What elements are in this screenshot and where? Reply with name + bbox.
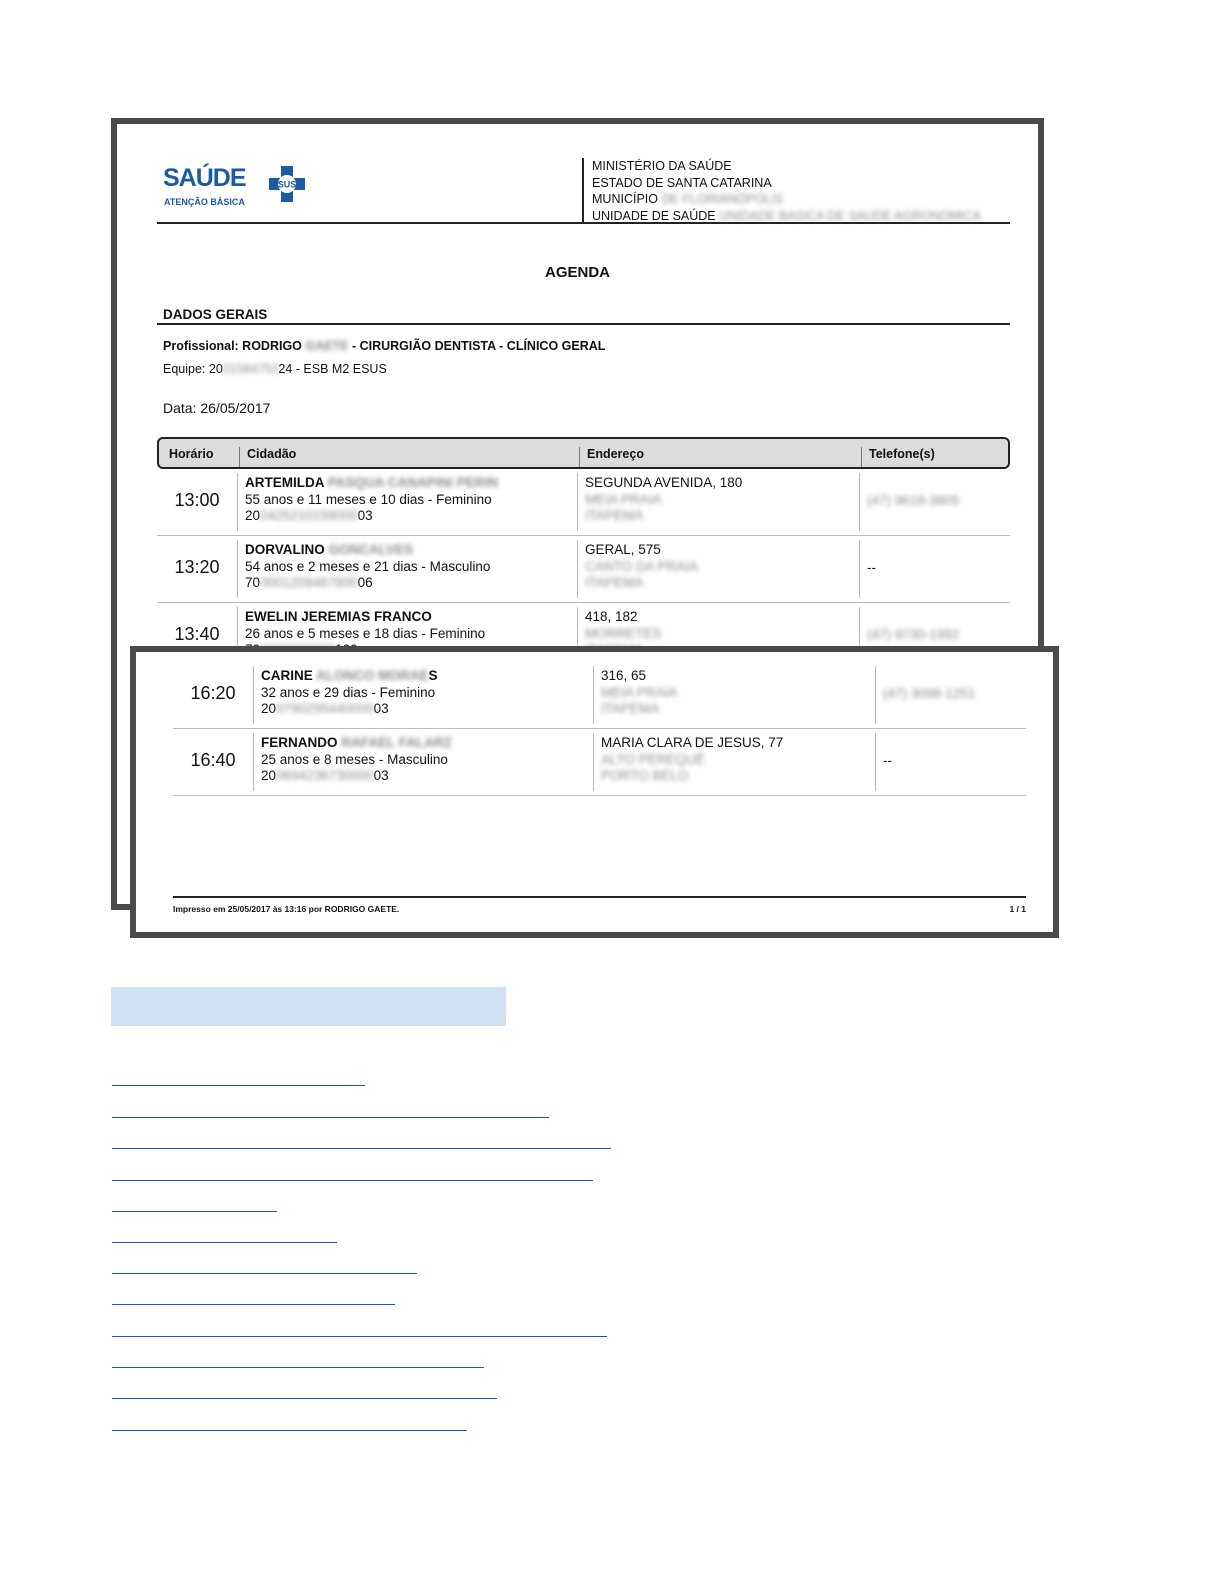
- citizen-name: DORVALINO GONCALVES: [245, 542, 414, 557]
- section-title: DADOS GERAIS: [163, 307, 268, 322]
- address-street: MARIA CLARA DE JESUS, 77: [601, 735, 784, 750]
- link-underline[interactable]: [112, 1242, 337, 1243]
- appointment-time: 13:40: [174, 624, 220, 644]
- link-underline[interactable]: [112, 1117, 549, 1118]
- redacted-text: 0790295440000: [276, 701, 374, 716]
- column-separator: [577, 540, 578, 598]
- link-underline[interactable]: [112, 1430, 467, 1431]
- appointment-time: 13:20: [174, 557, 220, 577]
- column-separator: [577, 473, 578, 531]
- column-header-phone: Telefone(s): [869, 447, 935, 461]
- link-underline[interactable]: [112, 1211, 277, 1212]
- citizen-details: 25 anos e 8 meses - Masculino: [261, 751, 448, 767]
- table-row: [157, 469, 1010, 536]
- table-row: [173, 729, 1026, 796]
- address-neighborhood: ALTO PEREQUÊ: [601, 751, 705, 767]
- column-separator: [237, 540, 238, 598]
- redacted-text: ALONCO MORAE: [316, 668, 429, 683]
- address-street: 418, 182: [585, 609, 638, 624]
- column-separator: [593, 733, 594, 791]
- address-neighborhood: MEIA PRAIA: [601, 684, 678, 700]
- phone-number: (47) 9730-1992: [867, 627, 960, 642]
- appointment-time: 16:40: [190, 750, 236, 770]
- citizen-name: EWELIN JEREMIAS FRANCO: [245, 609, 432, 624]
- citizen-cell: [261, 668, 438, 718]
- citizen-name: FERNANDO RAFAEL FALARZ: [261, 735, 453, 750]
- column-separator: [253, 733, 254, 791]
- saude-esus-logo: [163, 164, 313, 214]
- citizen-cell: [261, 735, 452, 785]
- phone-number: (47) 3098-1251: [883, 686, 976, 701]
- appointment-time: 16:20: [190, 683, 236, 703]
- table-header: [157, 437, 1010, 469]
- agency-state: ESTADO DE SANTA CATARINA: [592, 175, 772, 190]
- address-city: PORTO BELO: [601, 768, 689, 783]
- logo-subtitle: ATENÇÃO BÁSICA: [164, 197, 245, 207]
- address-neighborhood: MEIA PRAIA: [585, 491, 662, 507]
- citizen-details: 32 anos e 29 dias - Feminino: [261, 684, 436, 700]
- document-header: [157, 152, 1010, 224]
- phone-number: (47) 9618-3805: [867, 493, 960, 508]
- agenda-document-page-continued: [130, 646, 1059, 938]
- address-cell: [601, 668, 678, 718]
- link-underline[interactable]: [112, 1336, 607, 1337]
- logo-badge-text: SUS: [277, 179, 297, 190]
- page-title: AGENDA: [544, 264, 610, 281]
- citizen-details: 26 anos e 5 meses e 18 dias - Feminino: [245, 625, 486, 641]
- address-street: 316, 65: [601, 668, 647, 683]
- redacted-text: UNIDADE BASICA DE SAUDE AGRONOMICA: [719, 208, 981, 223]
- column-separator: [237, 473, 238, 531]
- address-cell: [601, 735, 783, 785]
- redacted-text: 0694236730000: [276, 768, 374, 783]
- link-underline[interactable]: [112, 1148, 611, 1149]
- address-street: SEGUNDA AVENIDA, 180: [585, 475, 743, 490]
- citizen-id: 20042521015900003: [245, 508, 373, 523]
- address-neighborhood: CANTO DA PRAIA: [585, 558, 699, 574]
- table-row: [157, 536, 1010, 603]
- agency-block: [582, 158, 981, 224]
- link-underline[interactable]: [112, 1273, 417, 1274]
- column-separator: [593, 666, 594, 724]
- link-underline[interactable]: [112, 1398, 497, 1399]
- link-underline[interactable]: [112, 1085, 365, 1086]
- link-underline[interactable]: [112, 1180, 593, 1181]
- address-neighborhood: MORRETES: [585, 625, 662, 641]
- citizen-cell: [245, 475, 498, 525]
- column-header-citizen: Cidadão: [247, 447, 297, 461]
- phone-number: --: [883, 753, 892, 768]
- redacted-text: 0425210159000: [260, 508, 358, 523]
- column-header-address: Endereço: [587, 447, 644, 461]
- column-header-time: Horário: [169, 447, 214, 461]
- document-footer: [173, 896, 1026, 914]
- column-separator: [239, 447, 240, 467]
- column-separator: [859, 473, 860, 531]
- phone-number: --: [867, 560, 876, 575]
- citizen-details: 55 anos e 11 meses e 10 dias - Feminino: [245, 491, 492, 507]
- address-city: ITAPEMA: [601, 701, 660, 716]
- address-city: ITAPEMA: [585, 575, 644, 590]
- citizen-name: CARINE ALONCO MORAES: [261, 668, 438, 683]
- print-info: Impresso em 25/05/2017 às 13:16 por RODRIGO GAETE.: [173, 904, 400, 914]
- highlight-bar: [111, 987, 506, 1026]
- team-info: Equipe: 200158475224 - ESB M2 ESUS: [163, 362, 387, 376]
- redacted-text: GAETE: [305, 339, 349, 353]
- column-separator: [875, 666, 876, 724]
- citizen-id: 20079029544000003: [261, 701, 389, 716]
- esus-cross-icon: [267, 164, 307, 204]
- redacted-text: 0001209467800: [260, 575, 358, 590]
- redacted-text: 01584752: [222, 362, 279, 376]
- column-separator: [579, 447, 580, 467]
- agency-unit: UNIDADE DE SAÚDE UNIDADE BASICA DE SAUDE AGRONOMICA: [592, 208, 981, 223]
- address-cell: [585, 542, 698, 592]
- citizen-id: 70000120946780006: [245, 575, 373, 590]
- professional-info: Profissional: RODRIGO GAETE - CIRURGIÃO DENTISTA - CLÍNICO GERAL: [163, 339, 606, 353]
- appointment-time: 13:00: [174, 490, 220, 510]
- citizen-name: ARTEMILDA PASQUA CANAPINI PERIN: [245, 475, 499, 490]
- redacted-text: DE FLORIANÓPOLIS: [661, 192, 784, 206]
- address-cell: [585, 475, 742, 525]
- citizen-details: 54 anos e 2 meses e 21 dias - Masculino: [245, 558, 491, 574]
- link-underline[interactable]: [112, 1304, 395, 1305]
- table-row: [173, 662, 1026, 729]
- address-street: GERAL, 575: [585, 542, 661, 557]
- column-separator: [861, 447, 862, 467]
- redacted-text: PASQUA CANAPINI PERIN: [327, 475, 499, 490]
- redacted-text: GONCALVES: [328, 542, 414, 557]
- link-underline[interactable]: [112, 1367, 484, 1368]
- redacted-text: RAFAEL FALARZ: [341, 735, 453, 750]
- citizen-cell: [245, 542, 490, 592]
- column-separator: [859, 540, 860, 598]
- logo-wordmark: SAÚDE: [163, 164, 246, 192]
- divider: [157, 323, 1010, 325]
- page-number: 1 / 1: [1009, 904, 1026, 914]
- agency-municipality: MUNICÍPIO DE FLORIANÓPOLIS: [592, 192, 784, 206]
- address-city: ITAPEMA: [585, 508, 644, 523]
- agency-ministry: MINISTÉRIO DA SAÚDE: [592, 159, 732, 173]
- column-separator: [253, 666, 254, 724]
- agenda-date: Data: 26/05/2017: [163, 400, 271, 416]
- column-separator: [875, 733, 876, 791]
- citizen-id: 20069423673000003: [261, 768, 389, 783]
